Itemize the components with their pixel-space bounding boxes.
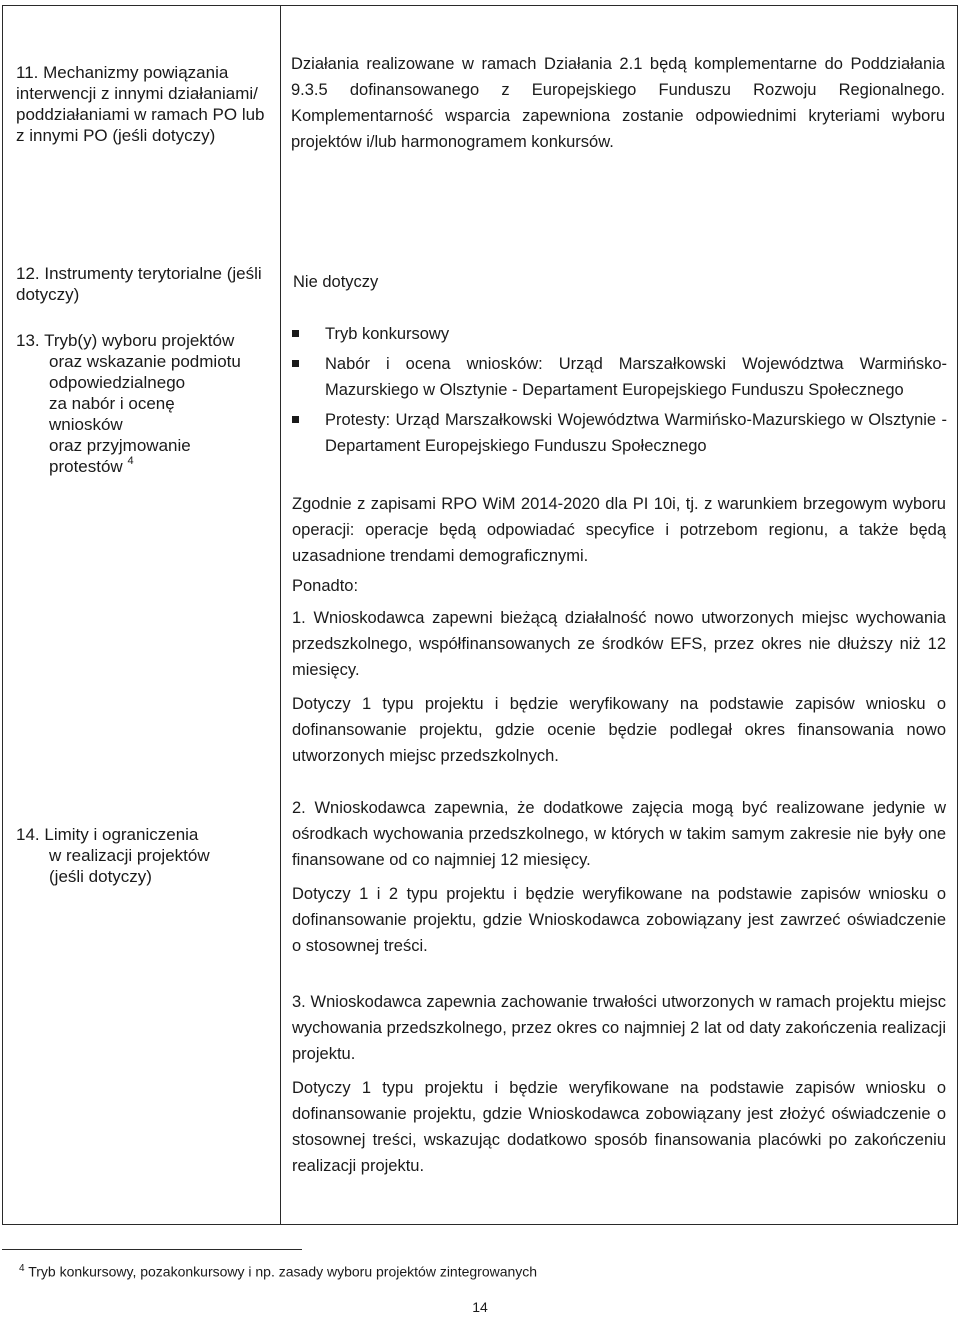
- row-13-label: [16, 330, 271, 477]
- label-line: za nabór i ocenę: [49, 394, 175, 413]
- row-11-label: [16, 62, 271, 146]
- row-11-content: [291, 51, 945, 155]
- bullet-item: Nabór i ocena wniosków: Urząd Marszałkowski Województwa Warmińsko-Mazurskiego w Olsztynie - Departament Europejskiego Funduszu Społecznego: [292, 351, 947, 403]
- label-line: protestów: [49, 457, 123, 476]
- row-12-label: [16, 263, 271, 305]
- row-label-text: Mechanizmy powiązania interwencji z innymi działaniami/ poddziałaniami w ramach PO lub z innymi PO (jeśli dotyczy): [16, 63, 265, 145]
- row-label-text: Instrumenty terytorialne (jeśli dotyczy): [16, 264, 262, 304]
- label-line: oraz przyjmowanie: [49, 436, 191, 455]
- label-line: wniosków: [49, 415, 123, 434]
- page-number: 14: [472, 1299, 488, 1315]
- row-number: 11.: [16, 63, 39, 82]
- footnote: [19, 1263, 537, 1280]
- row-14-content: [292, 491, 946, 1179]
- row-number: 12.: [16, 264, 40, 283]
- bullet-item: Tryb konkursowy: [292, 321, 947, 347]
- row-number: 13.: [16, 331, 40, 350]
- label-line: w realizacji projektów: [49, 846, 210, 865]
- label-line: oraz wskazanie podmiotu: [49, 352, 241, 371]
- row-14-label: [16, 824, 271, 887]
- table-border-top: [2, 5, 958, 6]
- bullet-list: [292, 321, 947, 459]
- footnote-number: 4: [19, 1263, 25, 1274]
- footnote-rule: [2, 1249, 302, 1250]
- row-13-content: [292, 321, 947, 463]
- paragraph: Nie dotyczy: [293, 273, 379, 291]
- row-number: 14.: [16, 825, 40, 844]
- footnote-text: Tryb konkursowy, pozakonkursowy i np. zasady wyboru projektów zintegrowanych: [28, 1263, 538, 1280]
- item-paragraph: 1. Wnioskodawca zapewni bieżącą działalność nowo utworzonych miejsc wychowania przedszkolnego, współfinansowanych ze środków EFS, przez okres nie dłuższy niż 12 miesięcy.: [292, 609, 946, 679]
- label-line: odpowiedzialnego: [49, 373, 186, 392]
- paragraph: Działania realizowane w ramach Działania 2.1 będą komplementarne do Poddziałania 9.3.5 dofinansowanego z Europejskiego Funduszu Rozwoju Regionalnego. Komplementarność wsparcia zapewniona zostanie odpowiednimi kryteriami wyboru projektów i/lub harmonogramem konkursów.: [291, 55, 945, 151]
- ponadto-label: Ponadto:: [292, 577, 359, 595]
- bullet-item: Protesty: Urząd Marszałkowski Województwa Warmińsko-Mazurskiego w Olsztynie - Departament Europejskiego Funduszu Społecznego: [292, 407, 947, 459]
- bullet-marker: [292, 330, 299, 337]
- table-border-right: [957, 5, 958, 1225]
- intro-paragraph: Zgodnie z zapisami RPO WiM 2014-2020 dla PI 10i, tj. z warunkiem brzegowym wyboru operacji: operacje będą odpowiadać specyfice i potrzebom regionu, a także będą uzasadnione trendami demograficznymi.: [292, 495, 946, 565]
- label-line: Tryb(y) wyboru projektów: [44, 331, 235, 350]
- table-border-bottom: [2, 1224, 958, 1225]
- label-line: Limity i ograniczenia: [44, 825, 199, 844]
- item-paragraph: 3. Wnioskodawca zapewnia zachowanie trwałości utworzonych w ramach projektu miejsc wychowania przedszkolnego, przez okres co najmniej 2 lat od daty zakończenia realizacji projektu.: [292, 993, 946, 1063]
- item-paragraph: Dotyczy 1 i 2 typu projektu i będzie weryfikowane na podstawie zapisów wniosku o dofinansowanie projektu, gdzie Wnioskodawca zobowiązany jest zawrzeć oświadczenie o stosownej treści.: [292, 885, 946, 955]
- table-border-left: [2, 5, 3, 1225]
- item-paragraph: Dotyczy 1 typu projektu i będzie weryfikowany na podstawie zapisów wniosku o dofinansowanie projektu, gdzie ocenie będzie podlegał okres finansowania nowo utworzonych miejsc przedszkolnych.: [292, 695, 946, 765]
- bullet-marker: [292, 416, 299, 423]
- label-line: (jeśli dotyczy): [49, 867, 152, 886]
- bullet-marker: [292, 360, 299, 367]
- item-paragraph: Dotyczy 1 typu projektu i będzie weryfikowane na podstawie zapisów wniosku o dofinansowanie projektu, gdzie Wnioskodawca zobowiązany jest złożyć oświadczenie o stosownej treści, wskazując dodatkowo sposób finansowania placówki po zakończeniu realizacji projektu.: [292, 1079, 946, 1175]
- item-paragraph: 2. Wnioskodawca zapewnia, że dodatkowe zajęcia mogą być realizowane jedynie w ośrodkach wychowania przedszkolnego, w których w takim samym zakresie nie były one finansowane od co najmniej 12 miesięcy.: [292, 799, 946, 869]
- table-column-divider: [280, 5, 281, 1225]
- footnote-ref: 4: [127, 455, 134, 468]
- row-12-content: [293, 269, 947, 295]
